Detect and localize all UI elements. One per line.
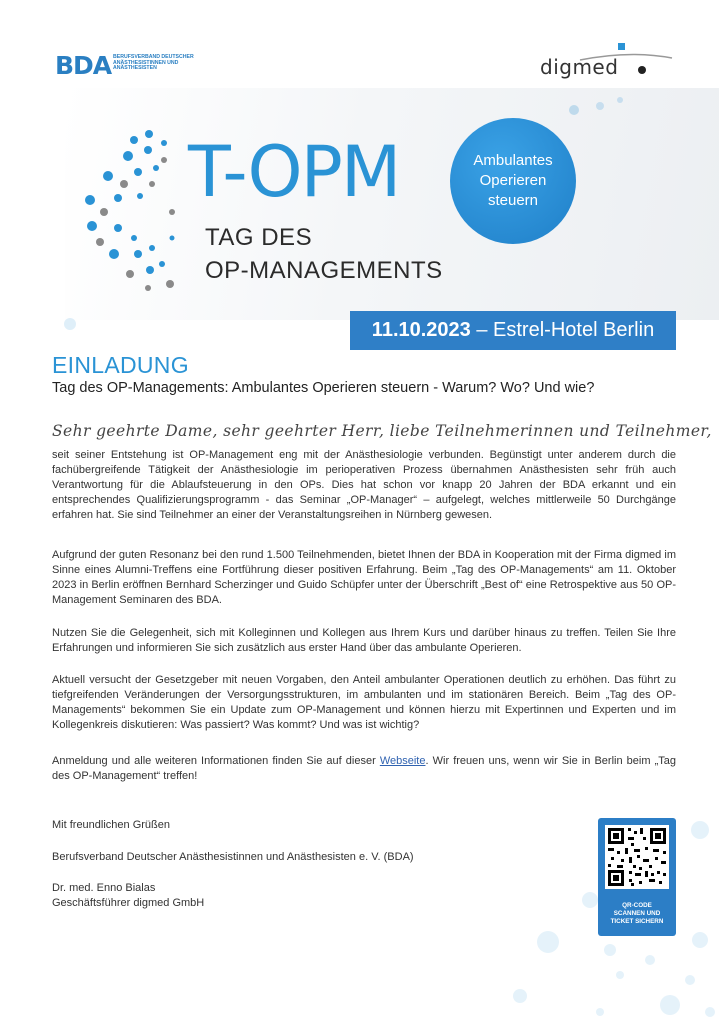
paragraph-history: seit seiner Entstehung ist OP-Management eng mit der Anästhesiologie verbunden. Begünstigt unter anderem durch die fachübergreifende Tätigkeit der Anästhesiologie im perioperativen Prozess übernahmen Anästhesisten sehr früh auch Verantwortung für die Ablaufsteuerung in den OPs. Dies hat schon vor knapp 20 Jahren der BDA erkannt und ein entsprechendes Qualifizierungsprogramm - das Seminar „OP-Manager“ – aufgelegt, welches mittlerweile 50 Durchgänge erfahren hat. Sie sind Teilnehmer an einer der Veranstaltungsreihen in Nürnberg gewesen. — [52, 449, 676, 521]
paragraph-event: Aufgrund der guten Resonanz bei den rund 1.500 Teilnehmenden, bietet Ihnen der BDA in Kooperation mit der Firma digmed im Sinne eines Alumni-Treffens eine Fortführung dieser positiven Erfahrung. Beim „Tag des OP-Managements“ am 11. Oktober 2023 in Berlin eröffnen Bernhard Scherzinger und Guido Schüpfer unter der Überschrift „Best of“ eine Retrospektive aus 50 OP-Management Seminaren des BDA. — [52, 549, 676, 606]
paragraph-networking: Nutzen Sie die Gelegenheit, sich mit Kolleginnen und Kollegen aus Ihrem Kurs und darüber hinaus zu treffen. Teilen Sie Ihre Erfahrungen und informieren Sie sich zusätzlich aus erster Hand über das ambulante Operieren. — [52, 627, 676, 654]
event-subtitle-line1: TAG DES — [205, 224, 313, 251]
organization-name: Berufsverband Deutscher Anästhesistinnen und Anästhesisten e. V. (BDA) — [52, 851, 414, 863]
event-venue: – Estrel-Hotel Berlin — [470, 319, 655, 341]
qr-label-line: QR-CODE — [622, 902, 652, 909]
salutation: Sehr geehrte Dame, sehr geehrter Herr, liebe Teilnehmerinnen und Teilnehmer, — [52, 422, 712, 440]
signer-name: Dr. med. Enno Bialas — [52, 882, 156, 894]
bubbles-decoration-icon — [500, 800, 719, 1024]
invitation-subheading: Tag des OP-Managements: Ambulantes Operieren steuern - Warum? Wo? Und wie? — [52, 380, 595, 396]
paragraph-registration — [52, 754, 676, 784]
digmed-swoosh-icon — [540, 40, 680, 85]
closing-greeting: Mit freundlichen Grüßen — [52, 819, 170, 831]
topic-line: Ambulantes — [473, 152, 553, 169]
topic-badge — [450, 118, 576, 244]
event-date: 11.10.2023 — [371, 319, 471, 341]
digmed-logo-text: digmed — [540, 55, 619, 79]
signer-role: Geschäftsführer digmed GmbH — [52, 897, 205, 909]
paragraph-ambulatory: Aktuell versucht der Gesetzgeber mit neuen Vorgaben, den Anteil ambulanter Operationen deutlich zu erhöhen. Das führt zu tiefgreifenden Veränderungen der Versorgungsstrukturen, im ambulanten und im stationären Bereich. Beim „Tag des OP-Managements“ bekommen Sie ein Update zum OP-Management und können hierzu mit Expertinnen und Experten und im Kollegenkreis diskutieren: Was passiert? Was kommt? Und was ist wichtig? — [52, 674, 676, 731]
event-title: T-OPM — [188, 131, 400, 213]
digmed-logo — [540, 40, 680, 85]
bda-logo-mark: BDA — [55, 51, 112, 80]
qr-label-line: TICKET SICHERN — [610, 918, 664, 925]
dots-decoration-icon — [60, 88, 719, 348]
qr-label-line: SCANNEN UND — [613, 910, 661, 917]
event-subtitle-line2: OP-MANAGEMENTS — [205, 257, 443, 284]
website-link[interactable]: Webseite — [379, 755, 426, 767]
registration-text-end: . Wir freuen uns, wenn wir Sie in Berlin beim „Tag des OP-Management“ treffen! — [52, 755, 676, 782]
bda-logo — [55, 50, 205, 82]
invitation-heading: EINLADUNG — [52, 352, 189, 378]
date-venue-bar — [350, 311, 676, 350]
bda-logo-text: BERUFSVERBAND DEUTSCHER ANÄSTHESISTINNEN UND ANÄSTHESISTEN — [113, 54, 194, 72]
topic-line: Operieren — [479, 172, 547, 189]
registration-text: Anmeldung und alle weiteren Informationen finden Sie auf dieser — [52, 755, 380, 767]
topic-badge-text — [458, 151, 568, 211]
topic-line: steuern — [487, 192, 539, 209]
